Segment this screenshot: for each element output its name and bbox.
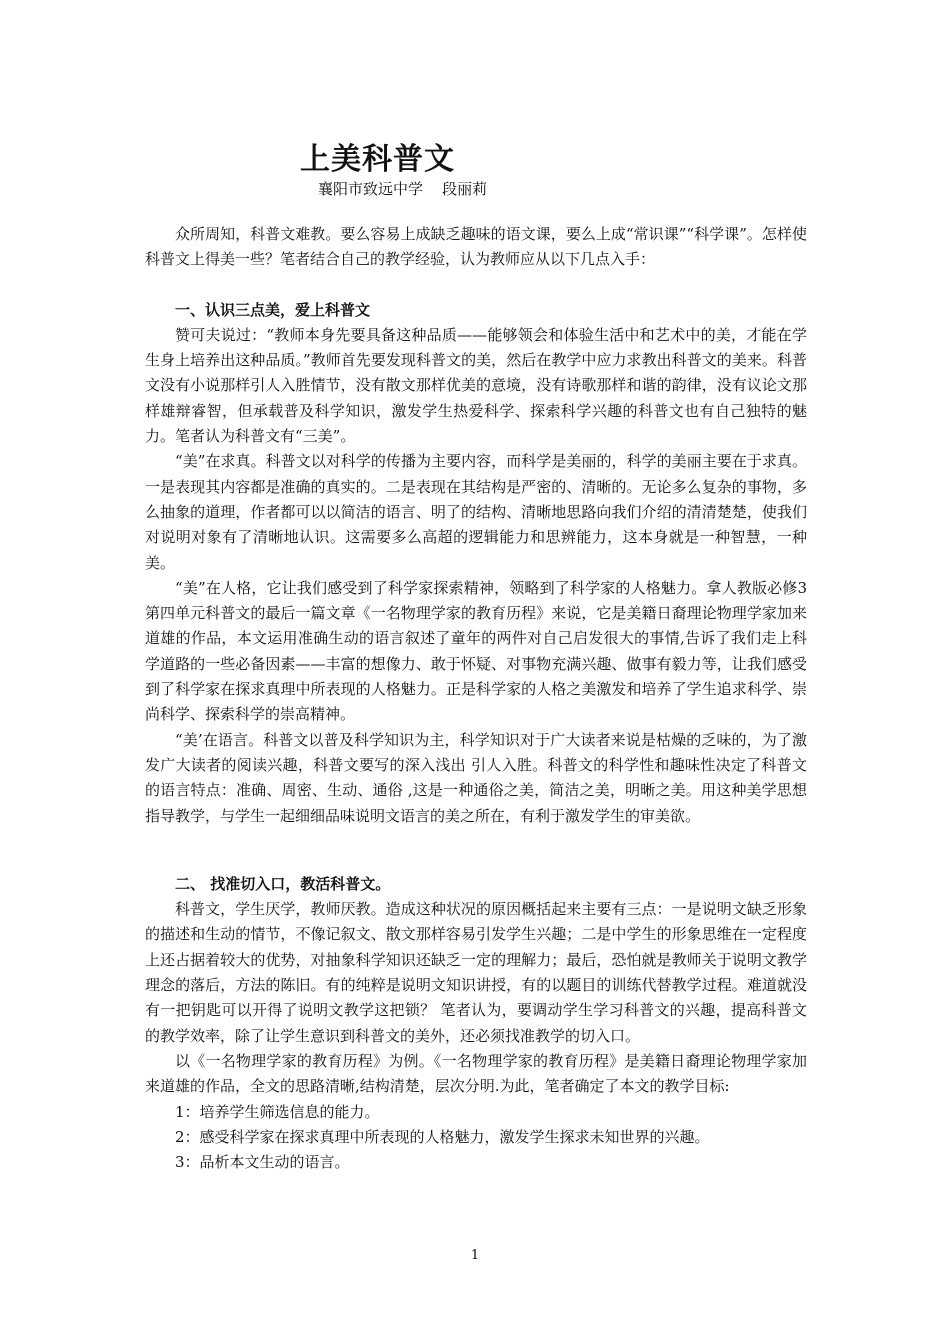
goal-item: 2：感受科学家在探求真理中所表现的人格魅力，激发学生探求未知世界的兴趣。	[175, 1127, 710, 1146]
document-title: 上美科普文	[300, 142, 455, 177]
section-1-paragraph: “美’在语言。科普文以普及科学知识为主，科学知识对于广大读者来说是枯燥的乏味的，为了激发广大读者的阅读兴趣，科普文要写的深入浅出 引人入胜。科普文的科学性和趣味性决定了科普文的语言特点：准确、周密、生动、通俗 ,这是一种通俗之美，简洁之美，明晰之美。用这种美学思想指导教学，与学生一起细细品味说明文语言的美之所在，有利于激发学生的审美欲。	[145, 730, 807, 825]
section-1-paragraph: “美”在人格，它让我们感受到了科学家探索精神，领略到了科学家的人格魅力。拿人教版必修3第四单元科普文的最后一篇文章《一名物理学家的教育历程》来说，它是美籍日裔理论物理学家加来道雄的作品，本文运用准确生动的语言叙述了童年的两件对自己启发很大的事情,告诉了我们走上科学道路的一些必备因素——丰富的想像力、敢于怀疑、对事物充满兴趣、做事有毅力等，让我们感受到了科学家在探求真理中所表现的人格魅力。正是科学家的人格之美激发和培养了学生追求科学、崇尚科学、探索科学的崇高精神。	[145, 578, 807, 724]
goal-item: 1：培养学生筛选信息的能力。	[175, 1102, 380, 1121]
goal-item: 3：品析本文生动的语言。	[175, 1153, 350, 1172]
section-1-paragraph: “美”在求真。科普文以对科学的传播为主要内容，而科学是美丽的，科学的美丽主要在于求真。一是表现其内容都是准确的真实的。二是表现在其结构是严密的、清晰的。无论多么复杂的事物，多么抽象的道理，作者都可以以简洁的语言、明了的结构、清晰地思路向我们介绍的清清楚楚，使我们对说明对象有了清晰地认识。这需要多么高超的逻辑能力和思辨能力，这本身就是一种智慧，一种美。	[145, 452, 807, 572]
intro-paragraph: 众所周知，科普文难教。要么容易上成缺乏趣味的语文课，要么上成“常识课”“科学课”。怎样使科普文上得美一些？笔者结合自己的教学经验，认为教师应从以下几点入手：	[145, 225, 807, 269]
document-body	[145, 222, 807, 1175]
page-number: 1	[470, 1248, 480, 1263]
section-2-heading: 二、 找准切入口，教活科普文。	[175, 874, 391, 893]
author-line: 襄阳市致远中学 段丽莉	[318, 180, 488, 198]
section-2-paragraph: 以《一名物理学家的教育历程》为例。《一名物理学家的教育历程》是美籍日裔理论物理学家加来道雄的作品，全文的思路清晰,结构清楚，层次分明.为此，笔者确定了本文的教学目标:	[145, 1051, 807, 1096]
section-1-heading: 一、认识三点美，爱上科普文	[175, 300, 371, 319]
section-1-paragraph: 赞可夫说过：“教师本身先要具备这种品质——能够领会和体验生活中和艺术中的美，才能在学生身上培养出这种品质。”教师首先要发现科普文的美，然后在教学中应力求教出科普文的美来。科普文没有小说那样引人入胜情节，没有散文那样优美的意境，没有诗歌那样和谐的韵律，没有议论文那样雄辩睿智，但承载普及科学知识，激发学生热爱科学、探索科学兴趣的科普文也有自己独特的魅力。笔者认为科普文有“三美”。	[145, 325, 807, 446]
section-2-paragraph: 科普文，学生厌学，教师厌教。造成这种状况的原因概括起来主要有三点：一是说明文缺乏形象的描述和生动的情节，不像记叙文、散文那样容易引发学生兴趣；二是中学生的形象思维在一定程度上还占据着较大的优势，对抽象科学知识还缺乏一定的理解力；最后，恐怕就是教师关于说明文教学理念的落后，方法的陈旧。有的纯粹是说明文知识讲授，有的以题目的训练代替教学过程。难道就没有一把钥匙可以开得了说明文教学这把锁？ 笔者认为，要调动学生学习科普文的兴趣，提高科普文的教学效率，除了让学生意识到科普文的美外，还必须找准教学的切入口。	[145, 900, 807, 1045]
